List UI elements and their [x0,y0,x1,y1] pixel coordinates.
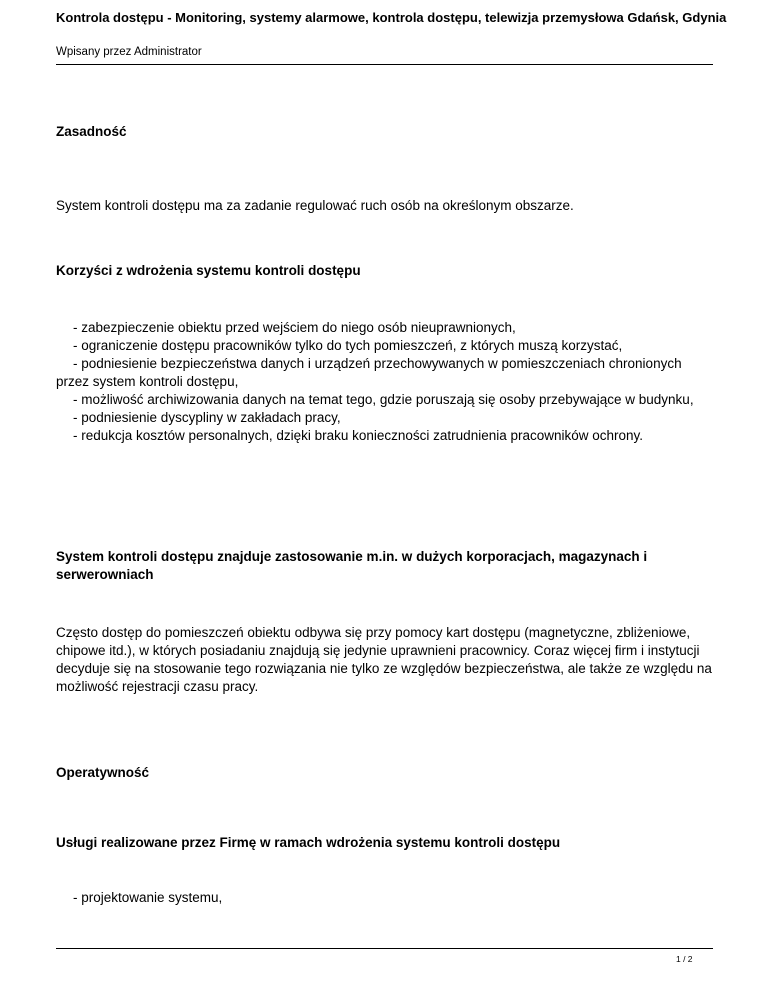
list-item-text: - możliwość archiwizowania danych na temat tego, gdzie poruszają się osoby przebywające w budynku, [73,392,694,407]
list-item: - podniesienie dyscypliny w zakładach pracy, [73,410,341,425]
list-item: - projektowanie systemu, [73,890,223,905]
list-item: - zabezpieczenie obiektu przed wejściem do niego osób nieuprawnionych, [73,320,516,335]
list-item [56,391,716,409]
list-item [56,337,716,355]
list-korzysci [56,319,716,445]
header-divider [56,64,713,65]
footer-divider [56,948,713,949]
list-item [56,355,716,391]
heading-korzysci: Korzyści z wdrożenia systemu kontroli dostępu [56,263,361,278]
list-item [56,427,716,445]
heading-uslugi: Usługi realizowane przez Firmę w ramach wdrożenia systemu kontroli dostępu [56,835,561,850]
document-title: Kontrola dostępu - Monitoring, systemy alarmowe, kontrola dostępu, telewizja przemysłowa Gdańsk, Gdynia [56,10,727,25]
heading-zasadnosc: Zasadność [56,124,127,139]
paragraph-zastosowanie: Często dostęp do pomieszczeń obiektu odbywa się przy pomocy kart dostępu (magnetyczne, zbliżeniowe, chipowe itd.), w których posiadaniu znajdują się jedynie uprawnieni pracownicy. Coraz więcej firm i instytucji decyduje się na stosowanie tego rozwiązania nie tylko ze względów bezpieczeństwa, ale także ze względu na możliwość rejestracji czasu pracy. [56,625,712,694]
list-item-text: - podniesienie bezpieczeństwa danych i urządzeń przechowywanych w pomieszczeniach chronionych przez system kontroli dostępu, [56,356,682,389]
list-uslugi [56,889,716,907]
paragraph-zasadnosc: System kontroli dostępu ma za zadanie regulować ruch osób na określonym obszarze. [56,198,574,213]
list-item-text: - redukcja kosztów personalnych, dzięki braku konieczności zatrudnienia pracowników ochrony. [73,428,644,443]
list-item-text: - ograniczenie dostępu pracowników tylko do tych pomieszczeń, z których muszą korzystać, [73,338,623,353]
heading-operatywnosc: Operatywność [56,765,150,780]
author-line: Wpisany przez Administrator [56,46,202,58]
page-number: 1 / 2 [676,954,693,964]
heading-zastosowanie: System kontroli dostępu znajduje zastosowanie m.in. w dużych korporacjach, magazynach i serwerowniach [56,549,648,582]
